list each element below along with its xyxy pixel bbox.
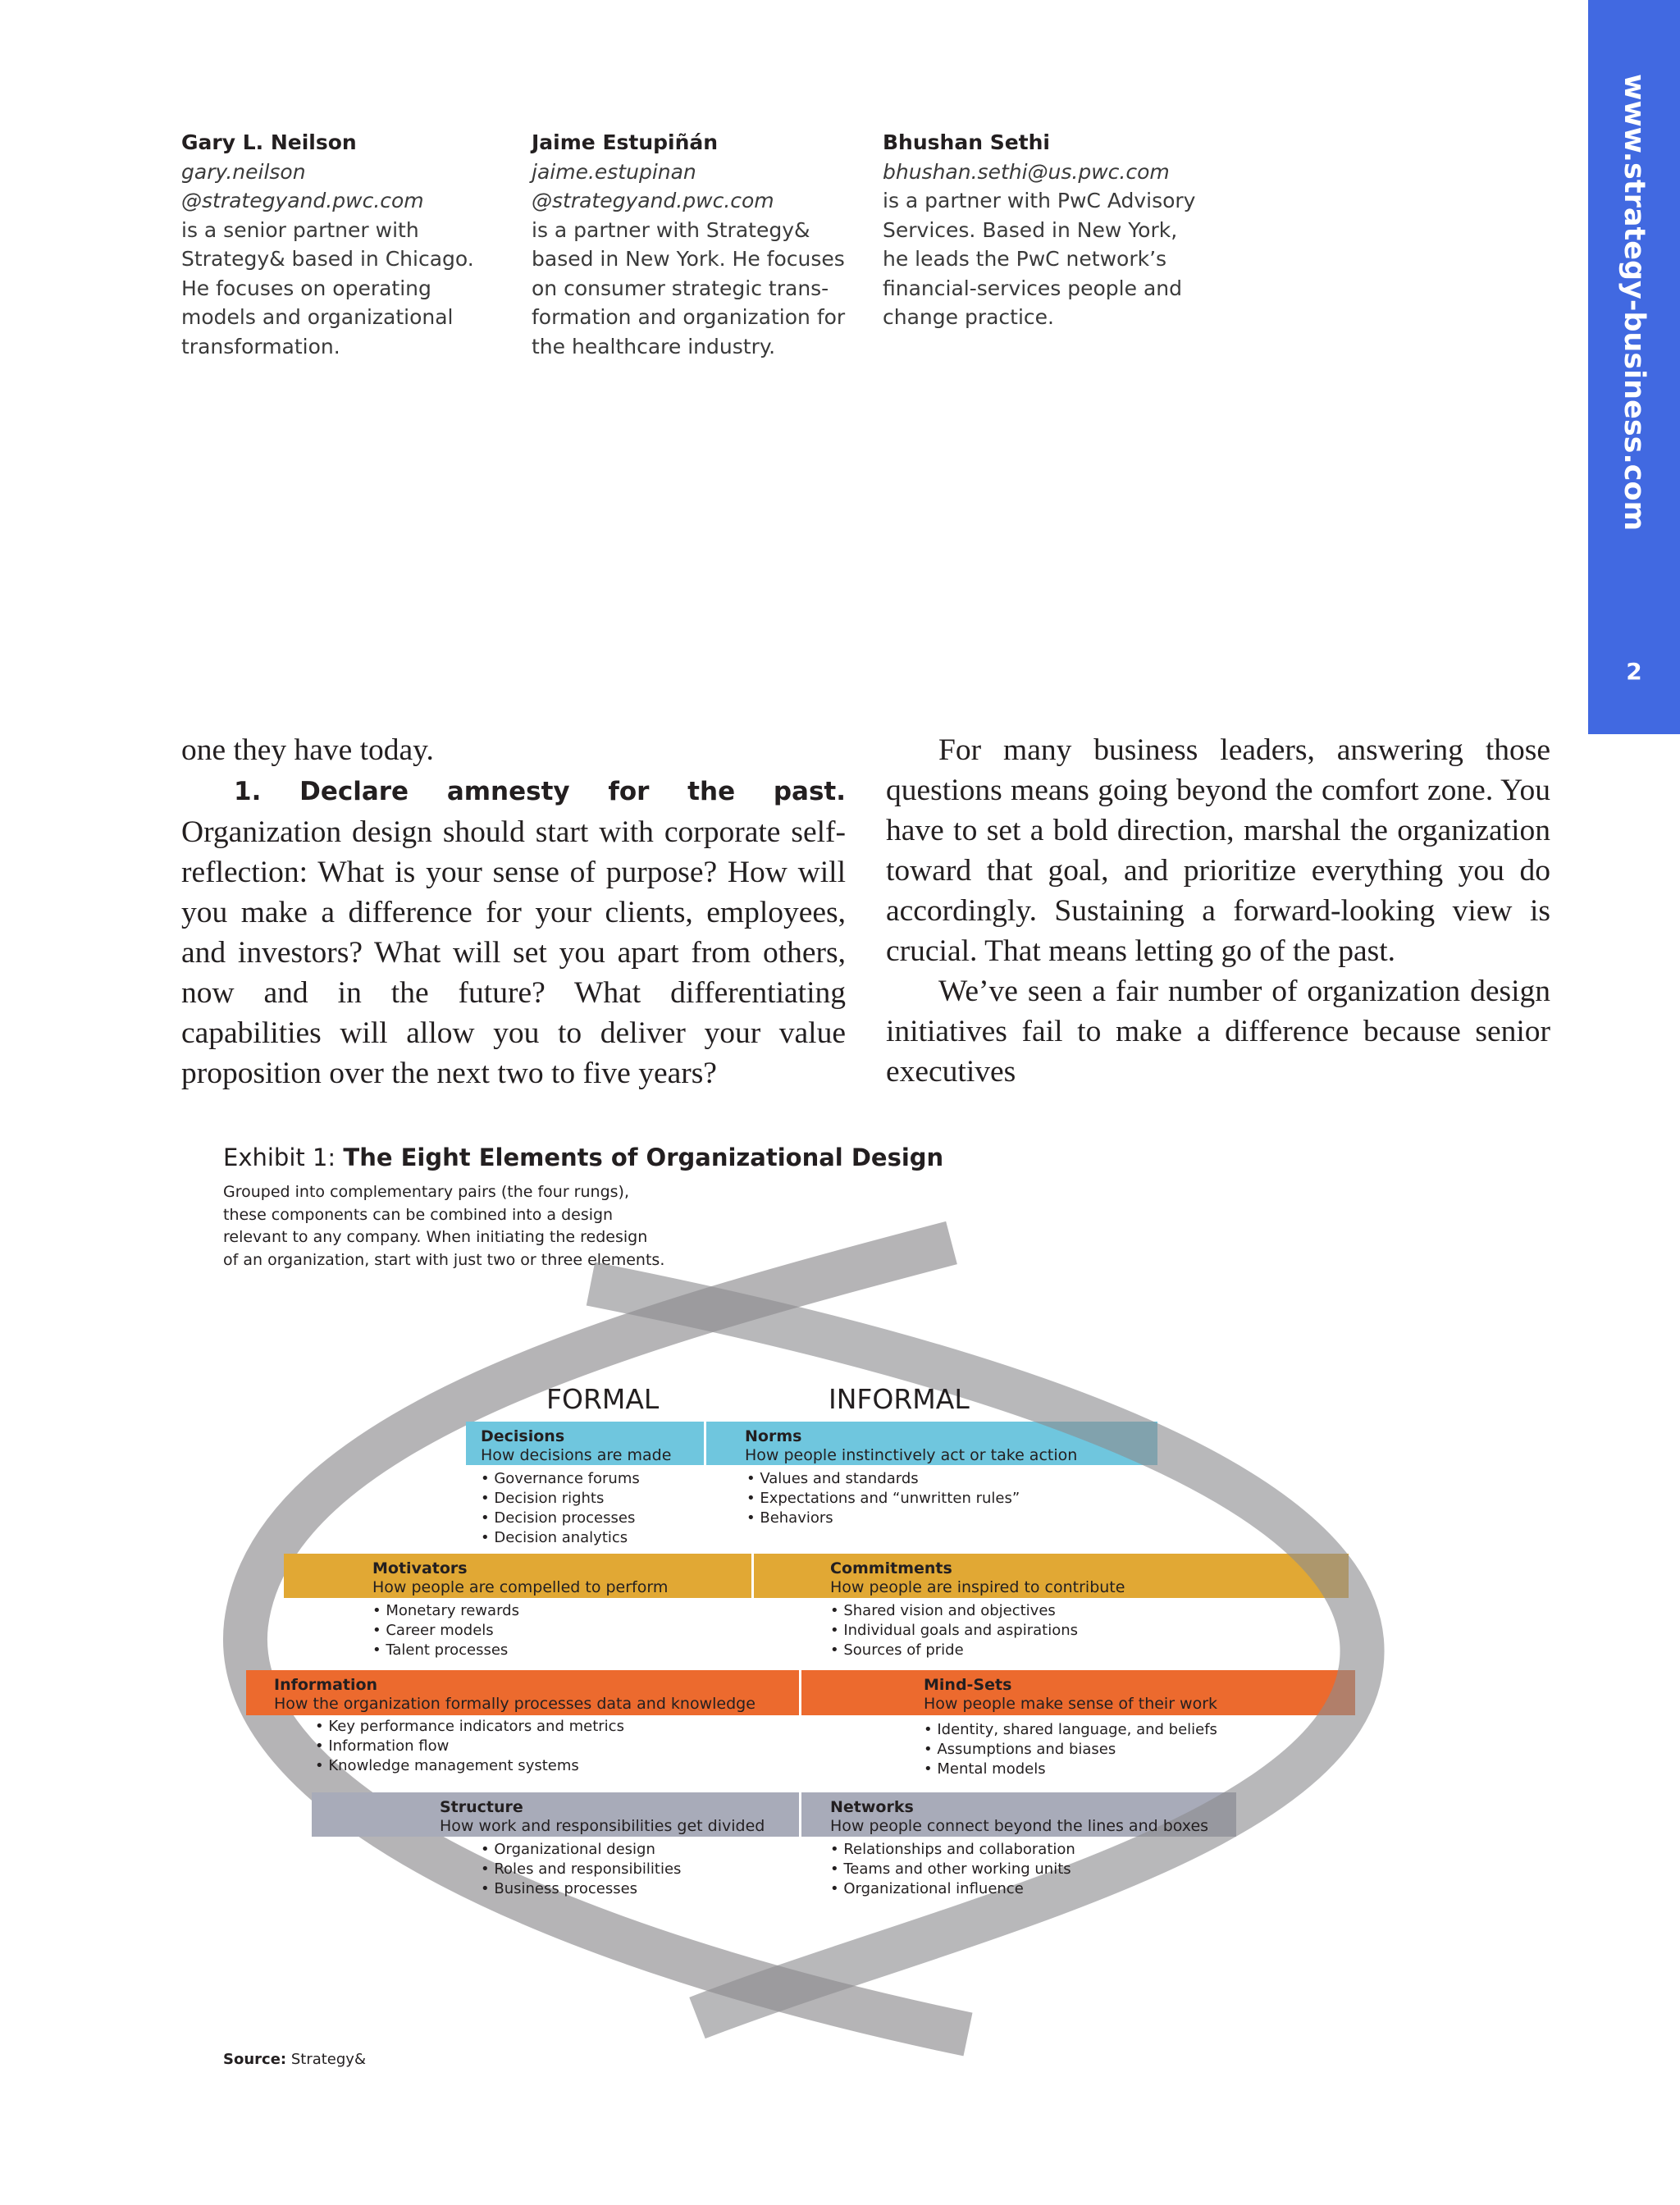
bullet-item: Career models	[386, 1622, 494, 1639]
bullet-item: Knowledge management systems	[328, 1757, 579, 1774]
author-bio-line: Strategy& based in Chicago.	[181, 247, 474, 271]
bullet-item: Key performance indicators and metrics	[328, 1718, 624, 1735]
author-name: Bhushan Sethi	[883, 130, 1050, 154]
svg-text:• Individual goals and aspirat: • Individual goals and aspirations	[830, 1622, 1079, 1639]
svg-text:• Identity, shared language, a: • Identity, shared language, and beliefs	[924, 1721, 1217, 1738]
bullet-item: Decision rights	[494, 1490, 605, 1507]
bullet-list-information	[315, 1718, 624, 1774]
bullet-item: Roles and responsibilities	[494, 1860, 682, 1878]
svg-text:• Decision processes: • Decision processes	[481, 1509, 636, 1527]
svg-text:• Talent processes: • Talent processes	[372, 1641, 509, 1659]
svg-text:• Roles and responsibilities: • Roles and responsibilities	[481, 1860, 682, 1878]
bullet-item: Values and standards	[760, 1470, 919, 1487]
site-url[interactable]: www.strategy-business.com	[1618, 74, 1650, 532]
element-desc-structure: How work and responsibilities get divided	[440, 1817, 765, 1835]
svg-text:• Assumptions and biases: • Assumptions and biases	[924, 1741, 1116, 1758]
element-name-networks: Networks	[830, 1798, 914, 1816]
author-bio-line: He focuses on operating	[181, 276, 431, 300]
svg-text:• Decision analytics: • Decision analytics	[481, 1529, 628, 1546]
formal-label: FORMAL	[546, 1383, 660, 1415]
svg-text:• Mental models: • Mental models	[924, 1760, 1046, 1778]
paragraph: We’ve seen a fair number of organization design initiatives fail to make a difference because senior executives	[886, 975, 1550, 1089]
author-email[interactable]: bhushan.sethi@us.pwc.com	[883, 159, 1170, 184]
author-bio-line: Services. Based in New York,	[883, 217, 1178, 242]
helix-strand-front	[591, 1284, 1363, 2018]
exhibit-description: Grouped into complementary pairs (the four rungs), these components can be combined into a design relevant to any company. When initiating the redesign of an organization, start with just two or three elements.	[223, 1183, 665, 1269]
author-bio-line: formation and organization for	[532, 305, 846, 329]
exhibit-source	[223, 2051, 366, 2068]
paragraph-text: Organization design should start with corporate self-reflection: What is your sense of purpose? How will you make a difference for your clients, employees, and investors? What will set you apart from others, now and in the future? What differentiating capabilities will allow you to deliver your value proposition over the next two to five years?	[181, 815, 846, 1090]
bullet-item: Organizational influence	[843, 1880, 1024, 1897]
svg-text:• Decision rights: • Decision rights	[481, 1490, 605, 1507]
svg-text:• Expectations and “unwritten: • Expectations and “unwritten rules”	[746, 1490, 1020, 1507]
element-desc-commitments: How people are inspired to contribute	[830, 1578, 1125, 1596]
element-name-norms: Norms	[745, 1427, 802, 1445]
element-name-mind-sets: Mind-Sets	[924, 1676, 1012, 1694]
svg-text:• Information flow: • Information flow	[315, 1737, 450, 1755]
element-name-information: Information	[274, 1676, 378, 1694]
author-email[interactable]: @strategyand.pwc.com	[181, 189, 424, 212]
informal-label: INFORMAL	[829, 1383, 970, 1415]
svg-text:• Business processes: • Business processes	[481, 1880, 638, 1897]
svg-text:• Sources of pride: • Sources of pride	[830, 1641, 964, 1659]
svg-text:• Monetary rewards: • Monetary rewards	[372, 1602, 519, 1619]
bullet-list-commitments	[830, 1602, 1078, 1659]
bullet-item: Decision analytics	[494, 1529, 628, 1546]
helix-front	[591, 1284, 1363, 2018]
element-desc-decisions: How decisions are made	[481, 1446, 672, 1464]
author-name: Gary L. Neilson	[181, 130, 357, 154]
bullet-item: Sources of pride	[843, 1641, 964, 1659]
author-bio-line: is a partner with Strategy&	[532, 217, 810, 242]
bullet-item: Teams and other working units	[843, 1860, 1071, 1878]
bullet-list-structure	[481, 1841, 681, 1897]
exhibit-title-text: The Eight Elements of Organizational Design	[343, 1144, 944, 1171]
element-desc-motivators: How people are compelled to perform	[372, 1578, 669, 1596]
author-bio-line: based in New York. He focuses	[532, 247, 845, 271]
author-name: Jaime Estupiñán	[532, 130, 719, 154]
paragraph: one they have today.	[181, 733, 434, 767]
bullet-item: Governance forums	[494, 1470, 640, 1487]
svg-text:• Organizational design: • Organizational design	[481, 1841, 655, 1858]
element-desc-networks: How people connect beyond the lines and boxes	[830, 1817, 1209, 1835]
svg-text:• Key performance indicators a: • Key performance indicators and metrics	[315, 1718, 624, 1735]
author-email[interactable]: jaime.estupinan	[532, 159, 696, 184]
element-desc-mind-sets: How people make sense of their work	[924, 1695, 1218, 1713]
bullet-item: Information flow	[328, 1737, 450, 1755]
svg-text:• Knowledge management systems: • Knowledge management systems	[315, 1757, 579, 1774]
paragraph: For many business leaders, answering those questions means going beyond the comfort zone. You have to set a bold direction, marshal the organization toward that goal, and prioritize everything you do accordingly. Sustaining a forward-looking view is crucial. That means letting go of the past.	[886, 733, 1550, 968]
bullet-item: Expectations and “unwritten rules”	[760, 1490, 1020, 1507]
source-label: Source:	[223, 2051, 287, 2068]
author-bio-line: on consumer strategic trans-	[532, 276, 829, 300]
bullet-item: Identity, shared language, and beliefs	[937, 1721, 1217, 1738]
bullet-item: Shared vision and objectives	[843, 1602, 1056, 1619]
author-bio-line: models and organizational	[181, 305, 454, 329]
author-bio-line: is a partner with PwC Advisory	[883, 189, 1196, 212]
element-name-structure: Structure	[440, 1798, 523, 1816]
svg-text:• Organizational influence: • Organizational influence	[830, 1880, 1024, 1897]
bullet-item: Mental models	[937, 1760, 1046, 1778]
bullet-item: Relationships and collaboration	[843, 1841, 1075, 1858]
element-name-motivators: Motivators	[372, 1559, 468, 1577]
author-email[interactable]: gary.neilson	[181, 159, 306, 184]
bullet-list-decisions	[481, 1470, 640, 1546]
bullet-item: Behaviors	[760, 1509, 833, 1527]
svg-text:• Shared vision and objectives: • Shared vision and objectives	[830, 1602, 1056, 1619]
page-number: 2	[1626, 658, 1642, 685]
bullet-item: Organizational design	[494, 1841, 655, 1858]
svg-text:• Career models: • Career models	[372, 1622, 494, 1639]
bullet-item: Assumptions and biases	[937, 1741, 1116, 1758]
element-name-commitments: Commitments	[830, 1559, 952, 1577]
element-desc-information: How the organization formally processes data and knowledge	[274, 1695, 756, 1713]
exhibit-label: Exhibit 1:	[223, 1144, 344, 1171]
element-name-decisions: Decisions	[481, 1427, 565, 1445]
author-bio-line: change practice.	[883, 305, 1054, 329]
svg-text:• Values and standards: • Values and standards	[746, 1470, 919, 1487]
source-text: Strategy&	[286, 2051, 366, 2068]
bullet-list-norms	[746, 1470, 1020, 1527]
bullet-list-mind-sets	[924, 1721, 1217, 1778]
bullet-list-motivators	[372, 1602, 519, 1659]
author-bio-line: is a senior partner with	[181, 217, 419, 242]
svg-text:• Governance forums: • Governance forums	[481, 1470, 640, 1487]
author-bio-line: financial-services people and	[883, 276, 1182, 300]
author-email[interactable]: @strategyand.pwc.com	[532, 189, 774, 212]
author-bio-line: the healthcare industry.	[532, 334, 776, 358]
bullet-item: Talent processes	[386, 1641, 509, 1659]
bullet-item: Decision processes	[494, 1509, 636, 1527]
element-desc-norms: How people instinctively act or take action	[745, 1446, 1078, 1464]
svg-text:• Teams and other working unit: • Teams and other working units	[830, 1860, 1071, 1878]
svg-text:• Behaviors: • Behaviors	[746, 1509, 833, 1527]
svg-text:• Relationships and collaborat: • Relationships and collaboration	[830, 1841, 1075, 1858]
bullet-item: Monetary rewards	[386, 1602, 519, 1619]
author-bio-line: transformation.	[181, 334, 340, 358]
bullet-item: Individual goals and aspirations	[843, 1622, 1079, 1639]
author-bio-line: he leads the PwC network’s	[883, 247, 1167, 271]
bullet-item: Business processes	[494, 1880, 638, 1897]
lead-in-heading: 1. Declare amnesty for the past.	[234, 777, 846, 806]
